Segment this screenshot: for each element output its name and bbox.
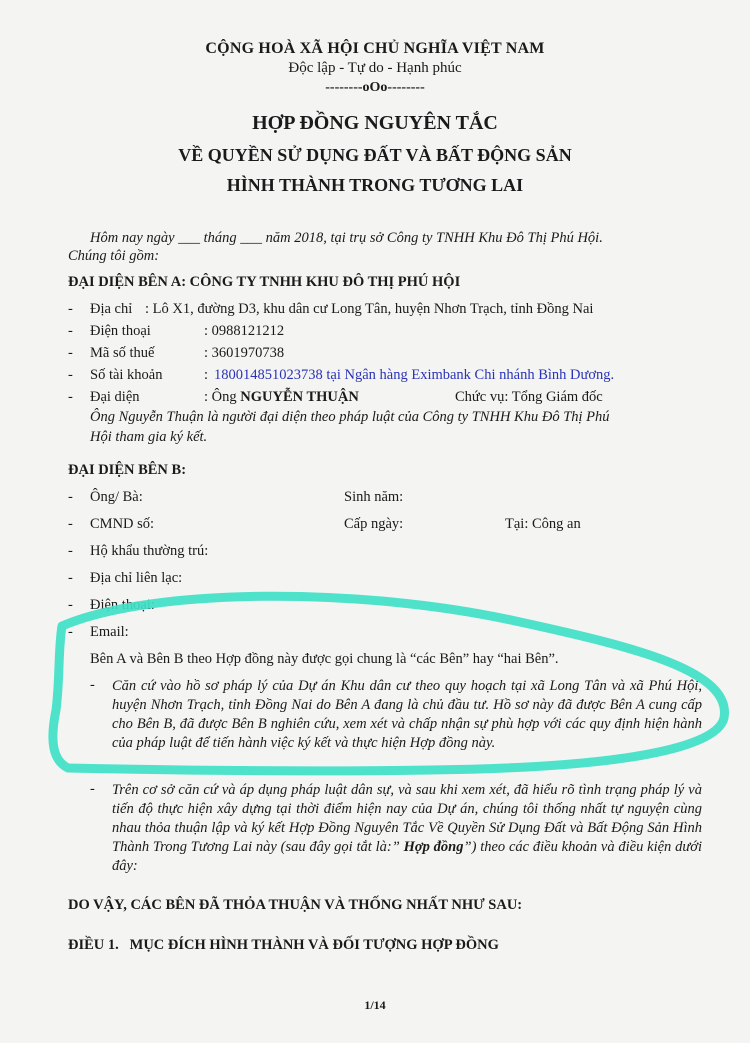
bullet-dash: - <box>68 389 73 405</box>
motto: Độc lập - Tự do - Hạnh phúc <box>288 60 462 76</box>
bullet-dash: - <box>68 323 73 339</box>
bullet-dash: - <box>68 624 73 640</box>
phone-value: : 0988121212 <box>204 323 285 339</box>
residence-label: Hộ khẩu thường trú: <box>90 543 209 559</box>
collective-definition: Bên A và Bên B theo Hợp đồng này được gọi chung là “các Bên” hay “hai Bên”. <box>90 651 559 667</box>
representative-label: Đại diện <box>90 389 140 405</box>
recital-2-text-end: ”) theo các điều khoản và điều kiện dưới đây: <box>112 839 703 874</box>
party-a-heading: ĐẠI DIỆN BÊN A: CÔNG TY TNHH KHU ĐÔ THỊ PHÚ HỘI <box>68 274 461 290</box>
contract-subtitle-2: HÌNH THÀNH TRONG TƯƠNG LAI <box>226 175 524 195</box>
representative-name: NGUYỄN THUẬN <box>240 389 359 405</box>
article-1-heading: ĐIỀU 1. MỤC ĐÍCH HÌNH THÀNH VÀ ĐỐI TƯỢNG HỢP ĐỒNG <box>68 937 499 953</box>
id-label: CMND số: <box>90 516 155 532</box>
contract-title: HỢP ĐỒNG NGUYÊN TẮC <box>252 112 498 134</box>
contact-address-label: Địa chỉ liên lạc: <box>90 570 183 586</box>
phone-label: Điện thoại <box>90 323 151 339</box>
bullet-dash: - <box>68 489 73 505</box>
legal-note-line-2: Hội tham gia ký kết. <box>90 429 208 445</box>
party-b-heading: ĐẠI DIỆN BÊN B: <box>68 462 187 478</box>
legal-note-line-1: Ông Nguyễn Thuận là người đại diện theo pháp luật của Công ty TNHH Khu Đô Thị Phú <box>90 409 610 425</box>
position: Chức vụ: Tổng Giám đốc <box>455 389 603 405</box>
recital-2 <box>112 781 702 876</box>
bullet-dash: - <box>68 570 73 586</box>
name-label: Ông/ Bà: <box>90 489 143 505</box>
contract-subtitle-1: VỀ QUYỀN SỬ DỤNG ĐẤT VÀ BẤT ĐỘNG SẢN <box>178 145 572 165</box>
account-colon: : <box>204 367 209 383</box>
account-value: 180014851023738 tại Ngân hàng Eximbank Chi nhánh Bình Dương. <box>214 367 615 383</box>
address-value: : Lô X1, đường D3, khu dân cư Long Tân, huyện Nhơn Trạch, tỉnh Đồng Nai <box>145 301 594 317</box>
bullet-dash: - <box>68 345 73 361</box>
intro-line-2: Chúng tôi gồm: <box>68 248 160 264</box>
email-label: Email: <box>90 624 129 640</box>
country-header: CỘNG HOÀ XÃ HỘI CHỦ NGHĨA VIỆT NAM <box>205 40 545 57</box>
bullet-dash: - <box>90 781 95 797</box>
representative-prefix: : Ông <box>204 389 241 405</box>
issue-place-label: Tại: Công an <box>505 516 581 532</box>
recital-2-text: Trên cơ sở căn cứ và áp dụng pháp luật dân sự, và sau khi xem xét, đã hiểu rõ tình trạng pháp lý và tiến độ thực hiện xây dựng tại thời điểm hiện nay của Dự án, chúng tôi thống nhất tự nguyện cùng nhau thỏa thuận lập và ký kết Hợp Đồng Nguyên Tắc Về Quyền Sử Dụng Đất và Bất Động Sản Hình Thành Trong Tương Lai này (sau đây gọi tắt là:” <box>112 782 702 855</box>
agreement-heading: DO VẬY, CÁC BÊN ĐÃ THỎA THUẬN VÀ THỐNG NHẤT NHƯ SAU: <box>68 897 523 913</box>
bullet-dash: - <box>68 367 73 383</box>
divider: --------oOo-------- <box>325 80 425 95</box>
tax-value: : 3601970738 <box>204 345 285 361</box>
representative-value <box>204 389 359 406</box>
intro-line-1: Hôm nay ngày ___ tháng ___ năm 2018, tại trụ sở Công ty TNHH Khu Đô Thị Phú Hội. <box>90 230 603 246</box>
bullet-dash: - <box>90 677 95 693</box>
recital-2-term: Hợp đồng <box>403 839 464 855</box>
bullet-dash: - <box>68 597 73 613</box>
bullet-dash: - <box>68 516 73 532</box>
address-label: Địa chỉ <box>90 301 133 317</box>
account-label: Số tài khoản <box>90 367 163 383</box>
page-number: 1/14 <box>364 998 386 1012</box>
issue-date-label: Cấp ngày: <box>344 516 404 532</box>
recital-1: Căn cứ vào hồ sơ pháp lý của Dự án Khu dân cư theo quy hoạch tại xã Long Tân và xã Phú Hội, huyện Nhơn Trạch, tỉnh Đồng Nai do Bên A đang là chủ đầu tư. Hồ sơ này đã được Bên A cung cấp cho Bên B, đã được Bên B nghiên cứu, xem xét và chấp nhận sự phù hợp với các quy định hiện hành của pháp luật để tiến hành việc ký kết và thực hiện Hợp đồng này. <box>112 678 702 751</box>
tax-label: Mã số thuế <box>90 345 155 361</box>
bullet-dash: - <box>68 301 73 317</box>
bullet-dash: - <box>68 543 73 559</box>
party-b-phone-label: Điện thoại: <box>90 597 155 613</box>
birth-year-label: Sinh năm: <box>344 489 404 505</box>
